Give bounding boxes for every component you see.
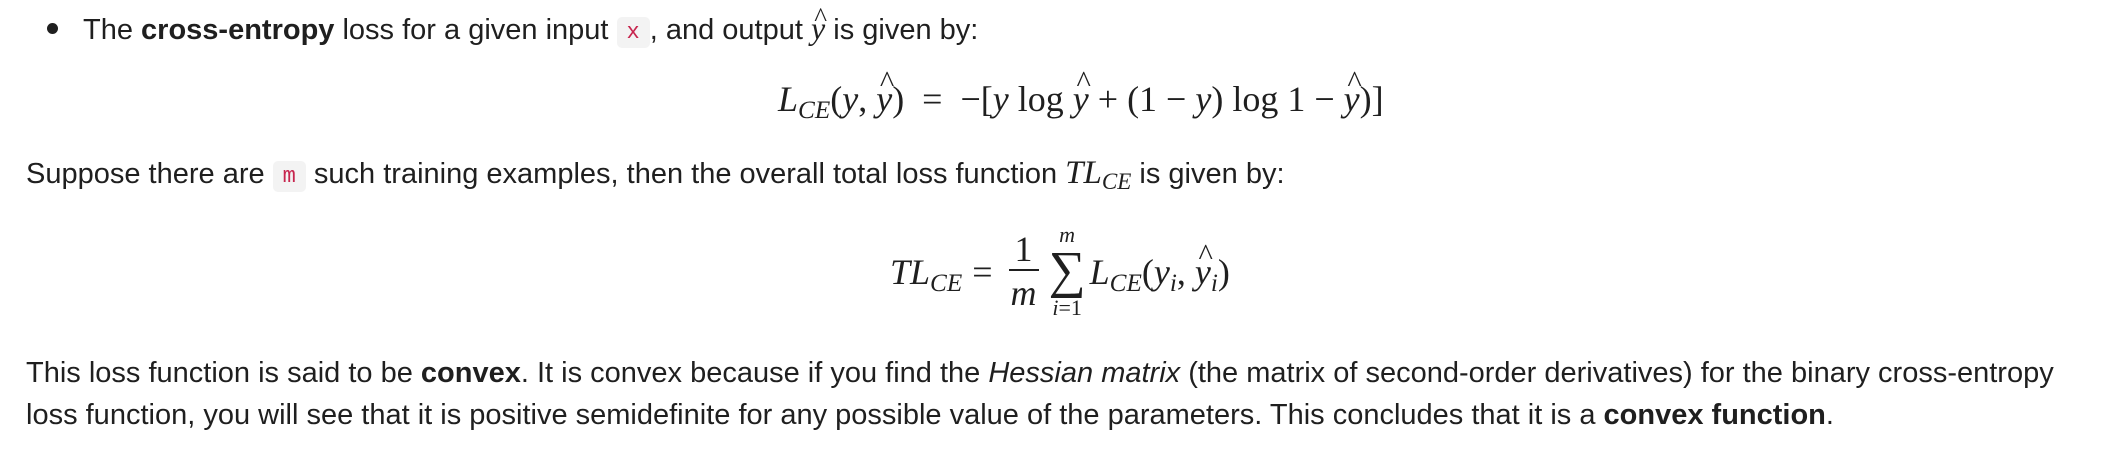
convex-text-3: (the matrix of second-order derivatives) for the binary cross-entropy loss function, you will see that it is positive semidefinite for any possible value of the parameters. This concludes that it is a [26,357,2054,431]
convexity-paragraph [26,352,2096,436]
total-loss-text-mid: such training examples, then the overall total loss function [305,158,1066,190]
total-loss-text-end: is given by: [1131,158,1285,190]
cross-entropy-formula: LCE(y, y ^) = −[y log y ^ + (1 − y) log 1 − y ^)] [778,78,1384,120]
inline-code-m: m [273,161,306,192]
bullet-text-end: is given by: [825,14,979,46]
convex-text-1: This loss function is said to be [26,357,421,389]
bullet-text-mid: loss for a given input [334,14,617,46]
bullet-text-output: , and output [649,14,811,46]
formula2-source [0,0,1,1]
convex-term: convex [420,357,521,389]
total-loss-formula: TLCE = $\frac{1}{m}$ m ∑ i=1 LCE(yi, y ^i) [890,222,1230,322]
total-loss-text-start: Suppose there are [26,158,273,190]
convex-text-2: . It is convex because if you find the [520,357,989,389]
inline-math-tlce: TLCE [1065,155,1132,195]
inline-code-x: x [617,17,650,48]
bullet-text-start: The [83,14,142,46]
total-loss-intro [26,152,1285,199]
hessian-matrix-term: Hessian matrix [988,357,1181,389]
bullet-text [83,7,978,55]
inline-math-yhat: y ^ [811,7,825,49]
list-bullet [47,23,58,34]
cross-entropy-term: cross-entropy [141,14,335,46]
convex-function-term: convex function [1603,399,1826,431]
convex-text-4: . [1825,399,1834,431]
